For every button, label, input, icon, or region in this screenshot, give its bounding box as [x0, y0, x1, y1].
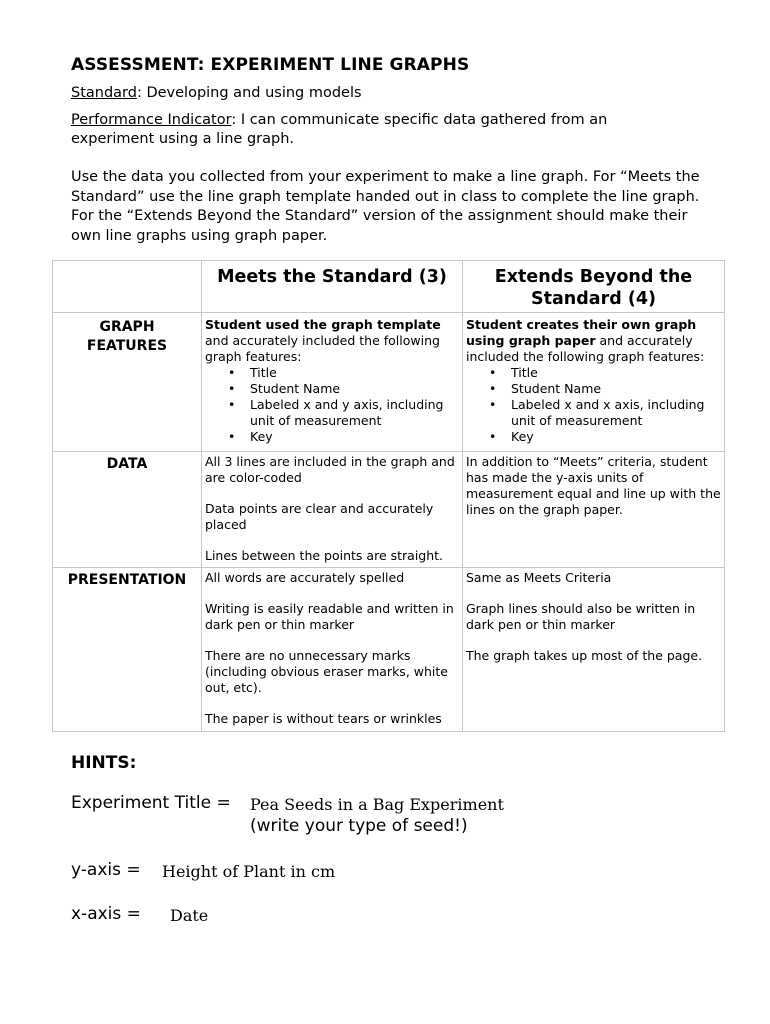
presentation-label: PRESENTATION — [67, 572, 187, 588]
data-extends-cell — [463, 452, 725, 568]
indicator-label: Performance Indicator — [71, 112, 232, 128]
graph-features-meets-cell — [202, 313, 463, 452]
presentation-extends-p1: Same as Meets Criteria — [466, 570, 612, 585]
y-axis-value: Height of Plant in cm — [162, 862, 336, 881]
experiment-title-value: Pea Seeds in a Bag Experiment — [250, 795, 504, 814]
graph-features-extends-bold: Student creates their own graph using graph paper — [466, 317, 697, 348]
y-axis-label: y-axis = — [71, 860, 141, 880]
standard-text: : Developing and using models — [136, 85, 362, 101]
list-item: • Title — [205, 365, 459, 381]
x-axis-value: Date — [170, 906, 209, 925]
indicator-line — [71, 111, 607, 130]
presentation-meets-p4: The paper is without tears or wrinkles — [205, 711, 442, 726]
presentation-extends-p2: Graph lines should also be written in dark pen or thin marker — [466, 601, 696, 632]
list-item: • Key — [466, 429, 721, 445]
graph-features-meets-list — [205, 365, 459, 445]
data-meets-p1: All 3 lines are included in the graph and are color-coded — [205, 454, 455, 485]
indicator-text: : I can communicate specific data gathered from an — [231, 112, 608, 128]
extends-header — [463, 261, 725, 313]
presentation-meets-p1: All words are accurately spelled — [205, 570, 405, 585]
presentation-label-cell — [53, 568, 202, 732]
presentation-meets-p3: There are no unnecessary marks (including obvious eraser marks, white out, etc). — [205, 648, 448, 695]
data-label: DATA — [106, 456, 148, 472]
list-item: • Student Name — [205, 381, 459, 397]
extends-header-line2: Standard (4) — [531, 289, 656, 309]
list-item: • Title — [466, 365, 721, 381]
graph-features-extends-cell — [463, 313, 725, 452]
list-item: • Student Name — [466, 381, 721, 397]
presentation-extends-p3: The graph takes up most of the page. — [466, 648, 703, 663]
experiment-title-label: Experiment Title = — [71, 793, 231, 813]
list-item: • Key — [205, 429, 459, 445]
graph-features-label-line1: GRAPH — [99, 319, 155, 335]
data-meets-cell — [202, 452, 463, 568]
list-item: • Labeled x and y axis, including unit of measurement — [205, 397, 459, 429]
graph-features-meets-text — [205, 317, 459, 365]
list-item: • Labeled x and x axis, including unit of measurement — [466, 397, 721, 429]
presentation-meets-p2: Writing is easily readable and written in dark pen or thin marker — [205, 601, 454, 632]
extends-header-line1: Extends Beyond the — [494, 267, 693, 287]
instructions-paragraph: Use the data you collected from your experiment to make a line graph. For “Meets the Standard” use the line graph template handed out in class to complete the line graph. For the “Extends Beyond the Standard” version of the assignment should make their own line graphs using graph paper. — [71, 169, 700, 244]
rubric-table — [52, 260, 725, 732]
rubric-corner-cell — [53, 261, 202, 313]
graph-features-label-cell — [53, 313, 202, 452]
standard-label: Standard — [71, 85, 137, 101]
graph-features-label-line2: FEATURES — [86, 338, 168, 354]
meets-header-text: Meets the Standard (3) — [217, 267, 447, 287]
graph-features-extends-list — [466, 365, 721, 445]
graph-features-extends-text — [466, 317, 721, 365]
presentation-row — [53, 568, 725, 732]
graph-features-row — [53, 313, 725, 452]
presentation-meets-cell — [202, 568, 463, 732]
presentation-extends-cell — [463, 568, 725, 732]
indicator-line-2: experiment using a line graph. — [71, 131, 294, 147]
data-extends-p1: In addition to “Meets” criteria, student has made the y-axis units of measurement equal and line up with the lines on the graph paper. — [466, 454, 721, 517]
graph-features-meets-rest: and accurately included the following graph features: — [205, 333, 440, 364]
standard-line — [71, 84, 362, 103]
hints-heading: HINTS: — [71, 753, 137, 773]
experiment-title-note: (write your type of seed!) — [250, 816, 468, 836]
x-axis-label: x-axis = — [71, 904, 141, 924]
data-label-cell — [53, 452, 202, 568]
graph-features-extends-rest: and accurately included the following graph features: — [466, 333, 705, 364]
meets-header — [202, 261, 463, 313]
data-meets-p3: Lines between the points are straight. — [205, 548, 444, 563]
graph-features-meets-bold: Student used the graph template — [205, 317, 441, 332]
page-title: ASSESSMENT: EXPERIMENT LINE GRAPHS — [71, 55, 470, 75]
data-row — [53, 452, 725, 568]
data-meets-p2: Data points are clear and accurately placed — [205, 501, 434, 532]
rubric-header-row — [53, 261, 725, 313]
